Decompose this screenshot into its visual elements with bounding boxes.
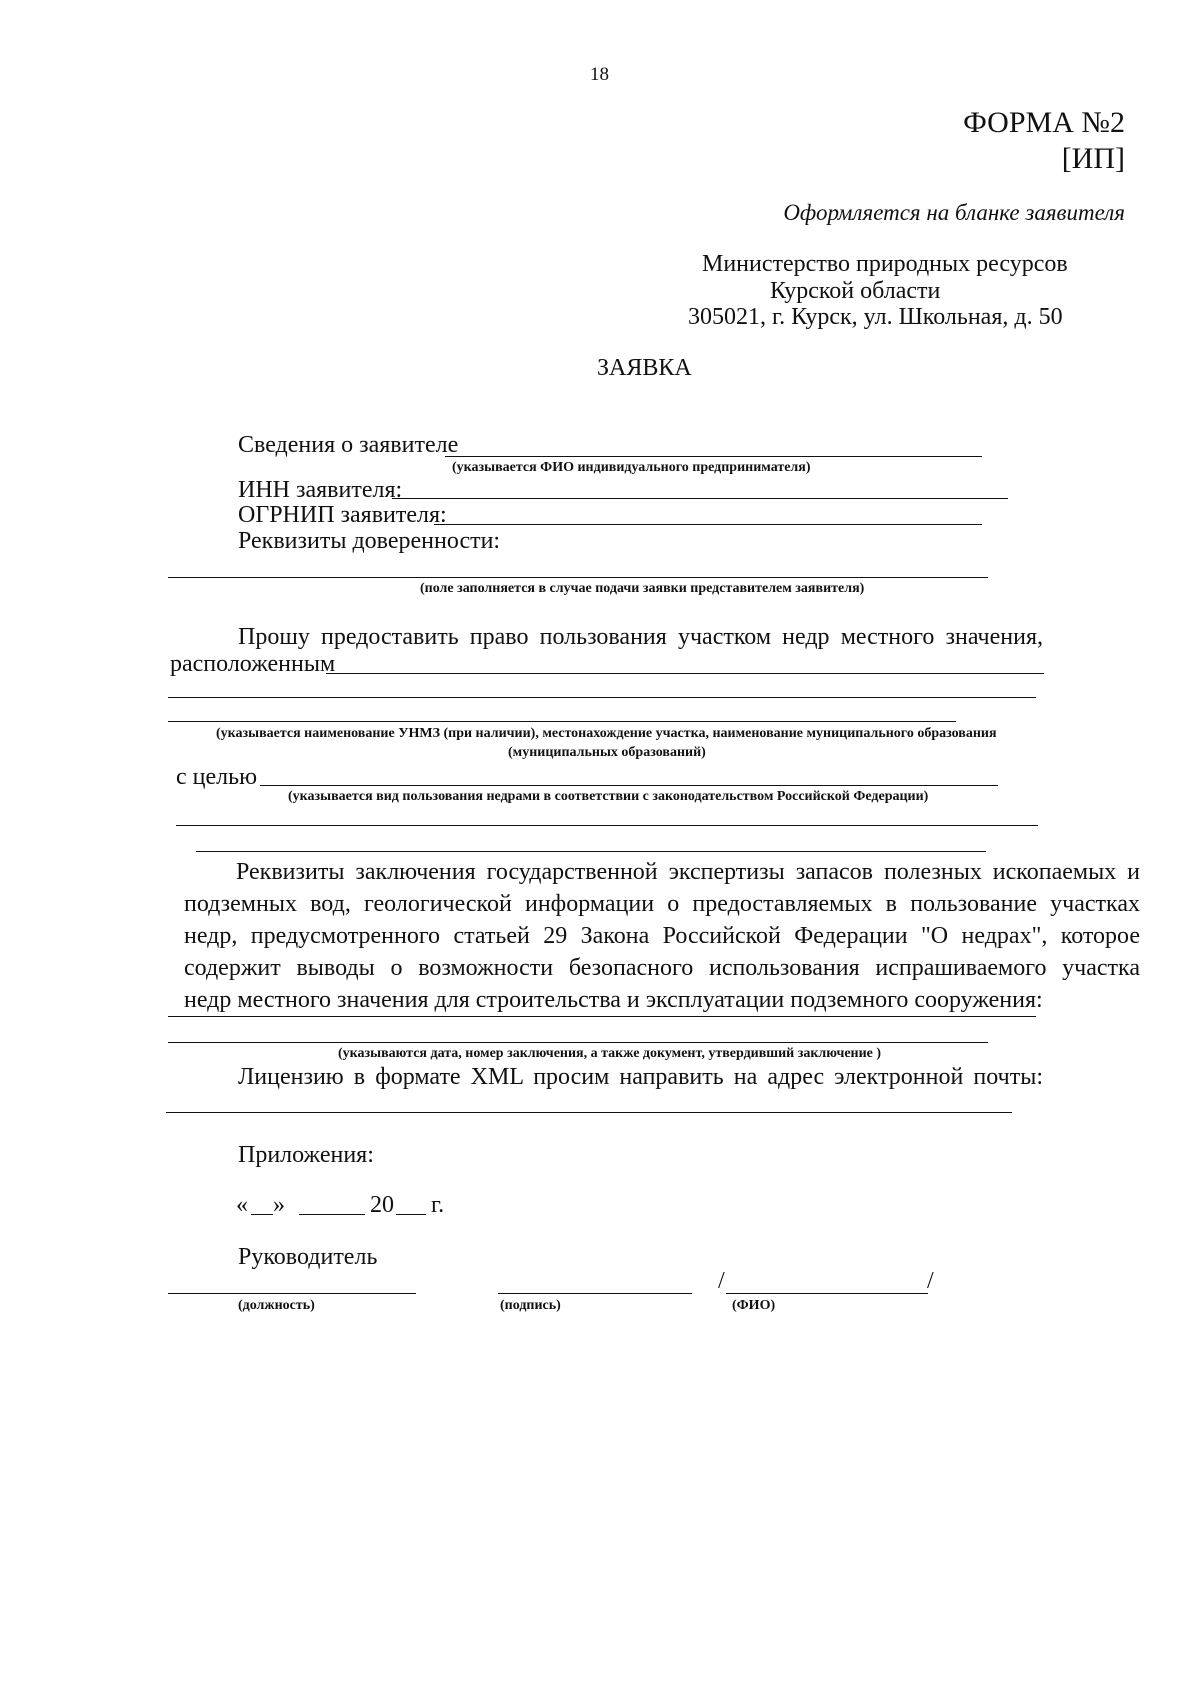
- signature-hint: (подпись): [500, 1298, 561, 1313]
- license-email-underline: [166, 1112, 1012, 1113]
- license-email-field[interactable]: [168, 1090, 1010, 1114]
- blank-note: Оформляется на бланке заявителя: [783, 200, 1125, 225]
- expertise-field-2[interactable]: [170, 1020, 984, 1044]
- date-day-underline: [251, 1214, 273, 1215]
- date-close-quote: »: [273, 1192, 285, 1218]
- purpose-underline-3: [196, 851, 986, 852]
- purpose-label: с целью: [176, 764, 257, 790]
- ogrnip-field[interactable]: [436, 502, 981, 526]
- poa-underline: [168, 577, 988, 578]
- location-field-3[interactable]: [170, 699, 954, 723]
- name-underline: [726, 1293, 928, 1294]
- signature-field[interactable]: [500, 1270, 690, 1294]
- purpose-underline-2: [176, 825, 1038, 826]
- purpose-field-3[interactable]: [198, 829, 984, 853]
- location-underline-2: [168, 697, 1036, 698]
- applicant-info-underline: [445, 456, 982, 457]
- inn-label: ИНН заявителя:: [238, 477, 403, 503]
- expertise-underline-2: [168, 1042, 988, 1043]
- applicant-info-field[interactable]: [447, 432, 981, 456]
- name-slash-open: /: [718, 1268, 725, 1294]
- addressee-line-2: Курской области: [770, 278, 941, 304]
- location-field-1[interactable]: [328, 651, 1042, 675]
- addressee-line-1: Министерство природных ресурсов: [702, 251, 1068, 277]
- signature-underline: [498, 1293, 692, 1294]
- inn-underline: [392, 498, 1008, 499]
- expertise-field-1[interactable]: [170, 994, 1034, 1018]
- purpose-field-2[interactable]: [178, 803, 1036, 827]
- ogrnip-label: ОГРНИП заявителя:: [238, 502, 447, 528]
- position-field[interactable]: [170, 1270, 414, 1294]
- form-title: ФОРМА №2: [963, 106, 1125, 139]
- name-field[interactable]: [728, 1270, 926, 1294]
- position-underline: [168, 1293, 416, 1294]
- location-hint-1: (указывается наименование УНМЗ (при наличии), местонахождение участка, наименование муниципального образования: [216, 726, 997, 741]
- poa-label: Реквизиты доверенности:: [238, 528, 501, 554]
- location-hint-2: (муниципальных образований): [508, 745, 706, 760]
- attachments-label: Приложения:: [238, 1142, 374, 1168]
- applicant-info-label: Сведения о заявителе: [238, 432, 459, 458]
- date-year-prefix: 20: [370, 1192, 394, 1218]
- addressee-line-3: 305021, г. Курск, ул. Школьная, д. 50: [688, 304, 1063, 330]
- name-slash-close: /: [927, 1268, 934, 1294]
- purpose-underline-1: [260, 785, 998, 786]
- expertise-line-5: недр местного значения для строительства и эксплуатации подземного сооружения:: [184, 987, 1043, 1013]
- purpose-hint: (указывается вид пользования недрами в соответствии с законодательством Российской Федерации): [288, 789, 929, 804]
- ogrnip-underline: [434, 524, 982, 525]
- location-field-2[interactable]: [170, 675, 1034, 699]
- poa-field[interactable]: [170, 555, 986, 579]
- location-underline-3: [168, 721, 956, 722]
- poa-hint: (поле заполняется в случае подачи заявки представителем заявителя): [420, 581, 865, 596]
- date-year-field[interactable]: [397, 1192, 425, 1216]
- date-month-field[interactable]: [300, 1192, 364, 1216]
- name-hint: (ФИО): [732, 1298, 776, 1313]
- location-underline-1: [326, 673, 1044, 674]
- page-number: 18: [590, 64, 609, 85]
- expertise-hint: (указываются дата, номер заключения, а также документ, утвердивший заключение ): [338, 1046, 882, 1061]
- date-month-underline: [299, 1214, 365, 1215]
- expertise-underline-1: [168, 1016, 1036, 1017]
- document-title: ЗАЯВКА: [597, 355, 692, 381]
- located-label: расположенным: [170, 651, 336, 677]
- form-code: [ИП]: [1061, 142, 1125, 175]
- date-year-underline: [396, 1214, 426, 1215]
- applicant-info-hint: (указывается ФИО индивидуального предпринимателя): [452, 460, 811, 475]
- head-label: Руководитель: [238, 1244, 378, 1270]
- date-day-field[interactable]: [252, 1192, 272, 1216]
- expertise-line-3: недр, предусмотренного статьей 29 Закона Российской Федерации "О недрах", которое: [184, 923, 1140, 949]
- date-open-quote: «: [236, 1192, 248, 1218]
- date-year-suffix: г.: [431, 1192, 445, 1218]
- license-text: Лицензию в формате XML просим направить на адрес электронной почты:: [238, 1064, 1043, 1090]
- position-hint: (должность): [238, 1298, 315, 1313]
- expertise-line-4: содержит выводы о возможности безопасного использования испрашиваемого участка: [184, 955, 1140, 981]
- expertise-line-1: Реквизиты заключения государственной экспертизы запасов полезных ископаемых и: [236, 859, 1140, 885]
- expertise-line-2: подземных вод, геологической информации о предоставляемых в пользование участках: [184, 891, 1140, 917]
- request-intro: Прошу предоставить право пользования участком недр местного значения,: [238, 624, 1043, 650]
